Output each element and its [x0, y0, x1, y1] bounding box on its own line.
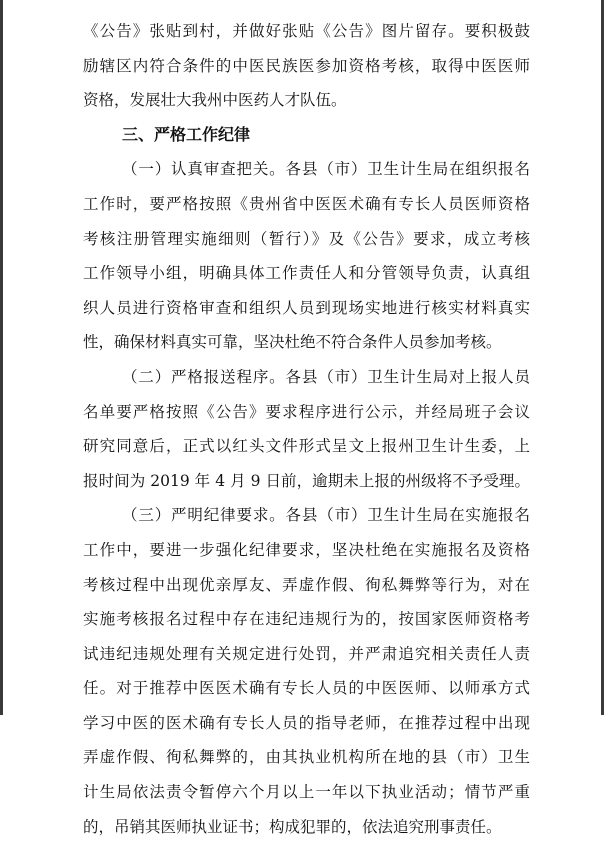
text-line: （二）严格报送程序。各县（市）卫生计生局对上报人员 — [122, 367, 530, 386]
text-line: 计生局依法责令暂停六个月以上一年以下执业活动；情节严重 — [83, 783, 530, 802]
section-heading: 三、严格工作纪律 — [122, 124, 251, 144]
window-edge-left — [0, 0, 3, 715]
text-line: 名单要严格按照《公告》要求程序进行公示，并经局班子会议 — [83, 402, 530, 421]
text-line: 考核注册管理实施细则（暂行）》及《公告》要求，成立考核 — [83, 229, 530, 248]
text-line: 工作时，要严格按照《贵州省中医医术确有专长人员医师资格 — [83, 194, 530, 213]
text-line: 工作领导小组，明确具体工作责任人和分管领导负责，认真组 — [83, 264, 530, 283]
paragraph-discipline — [83, 498, 530, 844]
paragraph-review — [83, 152, 530, 360]
text-line: （三）严明纪律要求。各县（市）卫生计生局在实施报名 — [122, 506, 530, 525]
text-line: 性，确保材料真实可靠，坚决杜绝不符合条件人员参加考核。 — [83, 333, 502, 352]
text-line: 任。对于推荐中医医术确有专长人员的中医医师、以师承方式 — [83, 679, 530, 698]
text-line: 实施考核报名过程中存在违纪违规行为的，按国家医师资格考 — [83, 610, 530, 629]
intro-paragraph — [83, 14, 530, 118]
text-line: （一）认真审查把关。各县（市）卫生计生局在组织报名 — [122, 160, 530, 179]
text-line: 的，吊销其医师执业证书；构成犯罪的，依法追究刑事责任。 — [83, 817, 502, 836]
text-line: 报时间为 2019 年 4 月 9 日前，逾期未上报的州级将不予受理。 — [83, 471, 530, 490]
text-line: 励辖区内符合条件的中医民族医参加资格考核，取得中医医师 — [83, 56, 530, 75]
text-line: 工作中，要进一步强化纪律要求，坚决杜绝在实施报名及资格 — [83, 540, 530, 559]
paragraph-submission — [83, 360, 530, 498]
text-line: 考核过程中出现优亲厚友、弄虚作假、徇私舞弊等行为，对在 — [83, 575, 530, 594]
text-line: 研究同意后，正式以红头文件形式呈文上报州卫生计生委，上 — [83, 437, 530, 456]
text-line: 织人员进行资格审查和组织人员到现场实地进行核实材料真实 — [83, 298, 530, 317]
text-line: 弄虚作假、徇私舞弊的，由其执业机构所在地的县（市）卫生 — [83, 748, 530, 767]
text-line: 资格，发展壮大我州中医药人才队伍。 — [83, 91, 347, 110]
text-line: 试违纪违规处理有关规定进行处罚，并严肃追究相关责任人责 — [83, 644, 530, 663]
document-page — [83, 14, 530, 844]
text-line: 学习中医的医术确有专长人员的指导老师，在推荐过程中出现 — [83, 713, 530, 732]
text-line: 《公告》张贴到村，并做好张贴《公告》图片留存。要积极鼓 — [83, 22, 530, 40]
